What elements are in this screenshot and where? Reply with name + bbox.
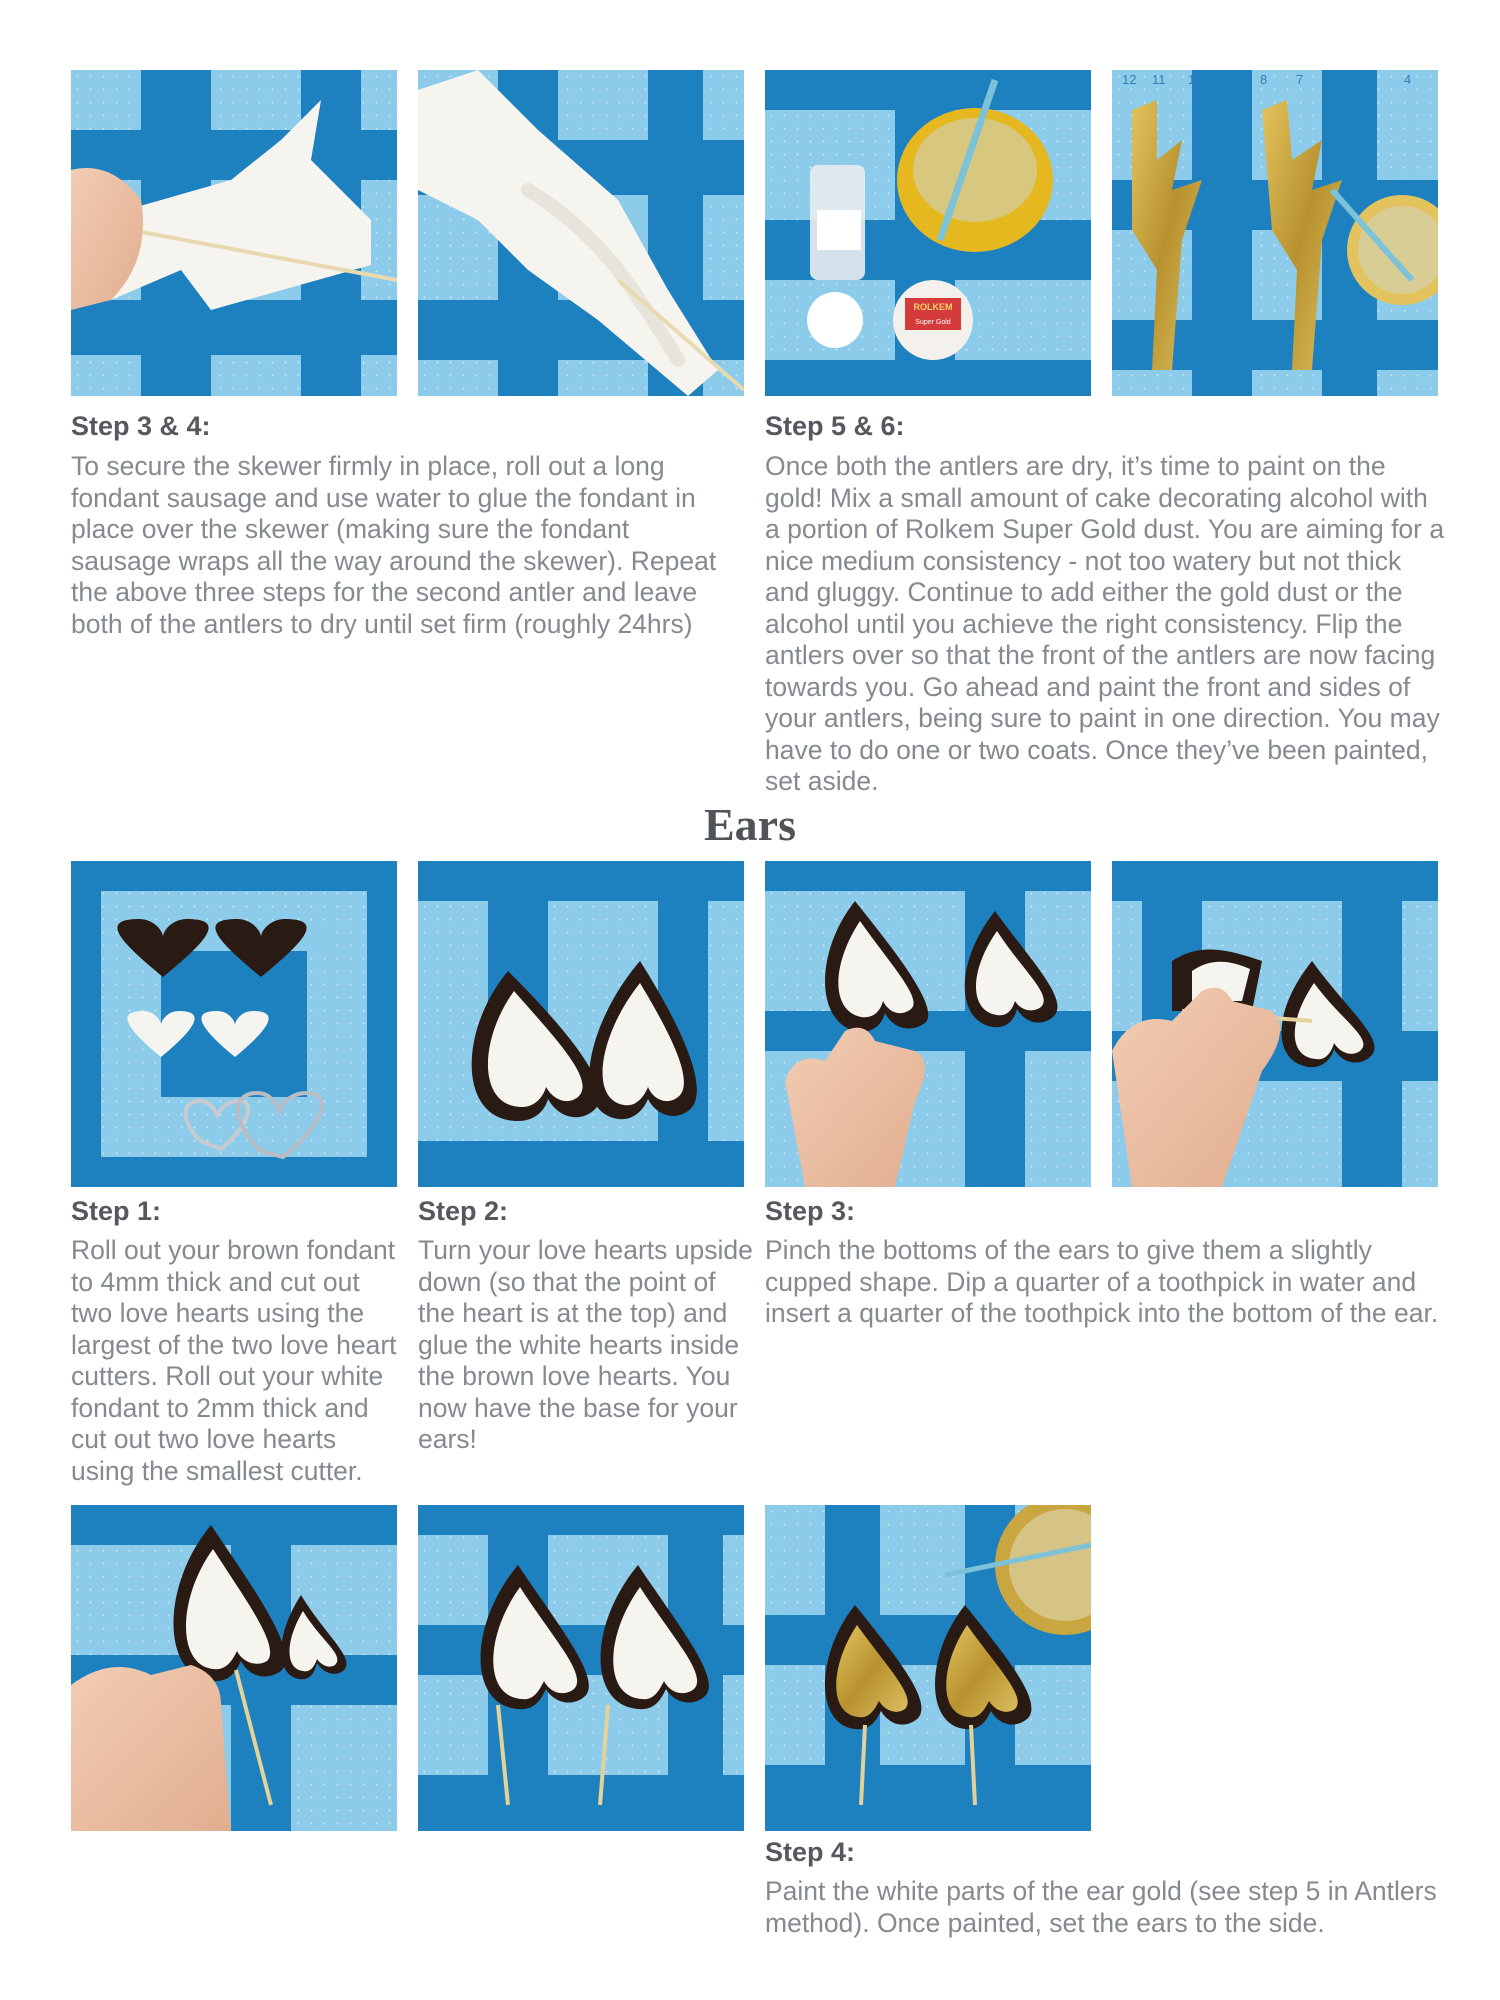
ears-step-2-title: Step 2:	[418, 1196, 509, 1226]
gold-jar-sublabel: Super Gold	[915, 319, 951, 326]
photo-ears-step1	[71, 861, 397, 1187]
ruler-number: 7	[1296, 72, 1304, 87]
photo-antler-step4	[418, 70, 744, 396]
ruler-number: 4	[1404, 72, 1412, 87]
step-5-6-text: Once both the antlers are dry, it’s time to paint on the gold! Mix a small amount of cake decorating alcohol with a portion of Rolkem Super Gold dust. You are aiming for a nice medium consistency - not too watery but not thick and gluggy. Continue to add either the gold dust or the alcohol until you achieve the right consistency. Flip the antlers over so that the front of the antlers are now facing towards you. Go ahead and paint the front and sides of your antlers, being sure to paint in one direction. You may have to do one or two coats. Once they’ve been painted, set aside.	[765, 451, 1445, 796]
photo-ears-step4	[765, 1505, 1091, 1831]
step-3-4-text: To secure the skewer firmly in place, roll out a long fondant sausage and use water to glue the fondant in place over the skewer (making sure the fondant sausage wraps all the way around the skewer). Repeat the above three steps for the second antler and leave both of the antlers to dry until set firm (roughly 24hrs)	[71, 451, 717, 639]
ruler-number: 11	[1152, 72, 1166, 87]
ruler-number: 8	[1260, 72, 1268, 87]
ruler-number: 9	[1224, 72, 1232, 87]
ears-step-1-text: Roll out your brown fondant to 4mm thick and cut out two love hearts using the largest of the two love heart cutters. Roll out your white fondant to 2mm thick and cut out two love hearts using the smallest cutter.	[71, 1235, 397, 1486]
ruler-number: 6	[1332, 72, 1340, 87]
photo-antler-step5	[765, 70, 1091, 396]
photo-antler-step6	[1112, 70, 1438, 396]
ears-step-3-title: Step 3:	[765, 1196, 856, 1226]
ears-step-2-text: Turn your love hearts upside down (so that the point of the heart is at the top) and glue the white hearts inside the brown love hearts. You now have the base for your ears!	[418, 1235, 753, 1454]
photo-ears-step3	[765, 861, 1091, 1187]
photo-ears-step3c	[71, 1505, 397, 1831]
photo-antler-step3	[71, 70, 397, 396]
ruler-number: 5	[1368, 72, 1376, 87]
photo-ears-step2	[418, 861, 744, 1187]
ruler-number: 12	[1122, 72, 1137, 87]
ears-step-1-title: Step 1:	[71, 1196, 162, 1226]
photo-ears-step3d	[418, 1505, 744, 1831]
ears-step-3-text: Pinch the bottoms of the ears to give them a slightly cupped shape. Dip a quarter of a toothpick in water and insert a quarter of the toothpick into the bottom of the ear.	[765, 1235, 1439, 1328]
ears-step-4-title: Step 4:	[765, 1837, 856, 1867]
ears-section-title: Ears	[704, 799, 796, 850]
gold-jar-label: ROLKEM	[913, 302, 953, 312]
step-5-6-title: Step 5 & 6:	[765, 411, 905, 441]
ears-step-4-text: Paint the white parts of the ear gold (see step 5 in Antlers method). Once painted, set the ears to the side.	[765, 1876, 1437, 1938]
ruler-number: 10	[1188, 72, 1203, 87]
step-3-4-title: Step 3 & 4:	[71, 411, 211, 441]
photo-ears-step3b	[1112, 861, 1438, 1187]
